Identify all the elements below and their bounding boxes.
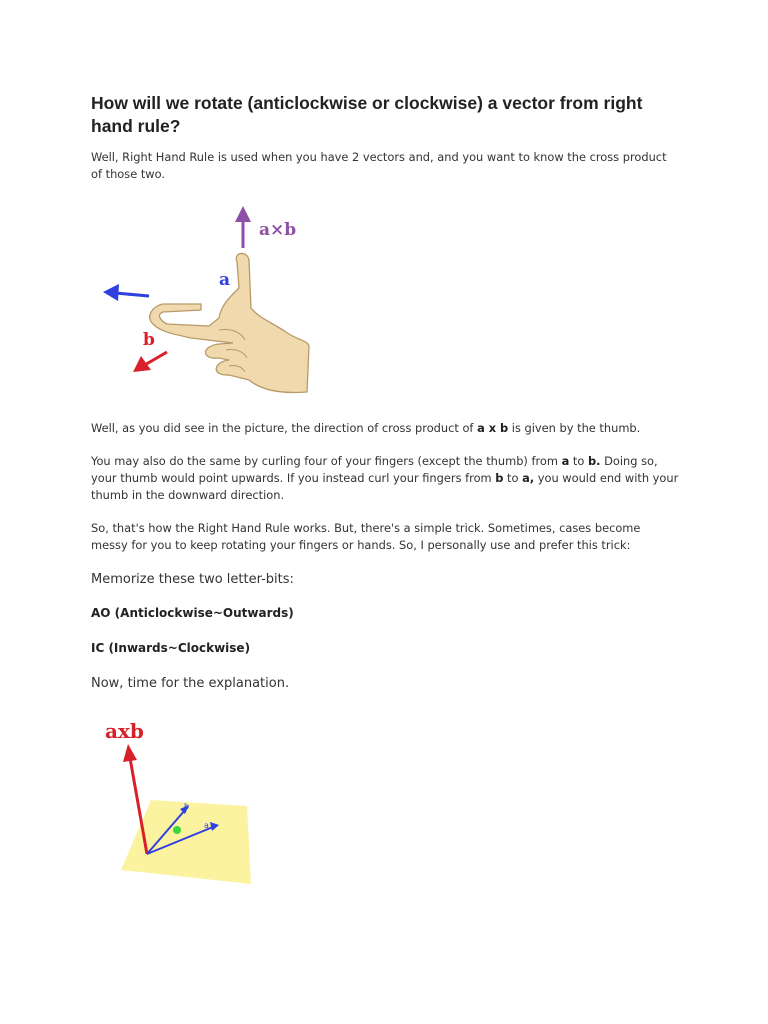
cross-product-plane-figure (101, 712, 261, 892)
article-title: How will we rotate (anticlockwise or clockwise) a vector from right hand rule? (91, 93, 643, 136)
figure2-label-a: a (204, 821, 209, 830)
figure1-label-a: a (219, 270, 231, 290)
paragraph-curling: You may also do the same by curling four of your fingers (except the thumb) from a to b. Doing so, your thumb would point upwards. If you instead curl your fingers from b to a, you would end with your thumb in the downward direction. (91, 454, 679, 502)
figure2-label-b: b (184, 802, 190, 811)
explanation-text: Now, time for the explanation. (91, 676, 290, 691)
ic-rule: IC (Inwards~Clockwise) (91, 641, 251, 655)
figure1-label-b: b (143, 330, 155, 350)
intro-paragraph: Well, Right Hand Rule is used when you have 2 vectors and, and you want to know the cross product of those two. (91, 150, 667, 181)
memorize-text: Memorize these two letter-bits: (91, 572, 294, 587)
ao-rule: AO (Anticlockwise~Outwards) (91, 606, 294, 620)
figure1-label-axb: a×b (259, 220, 297, 240)
figure2-label-axb: axb (105, 719, 144, 743)
paragraph-trick: So, that's how the Right Hand Rule works. But, there's a simple trick. Sometimes, cases become messy for you to keep rotating your fingers or hands. So, I personally use and prefer this trick: (91, 521, 641, 552)
paragraph-thumb: Well, as you did see in the picture, the direction of cross product of a x b is given by the thumb. (91, 421, 641, 435)
right-hand-rule-figure (101, 200, 316, 400)
